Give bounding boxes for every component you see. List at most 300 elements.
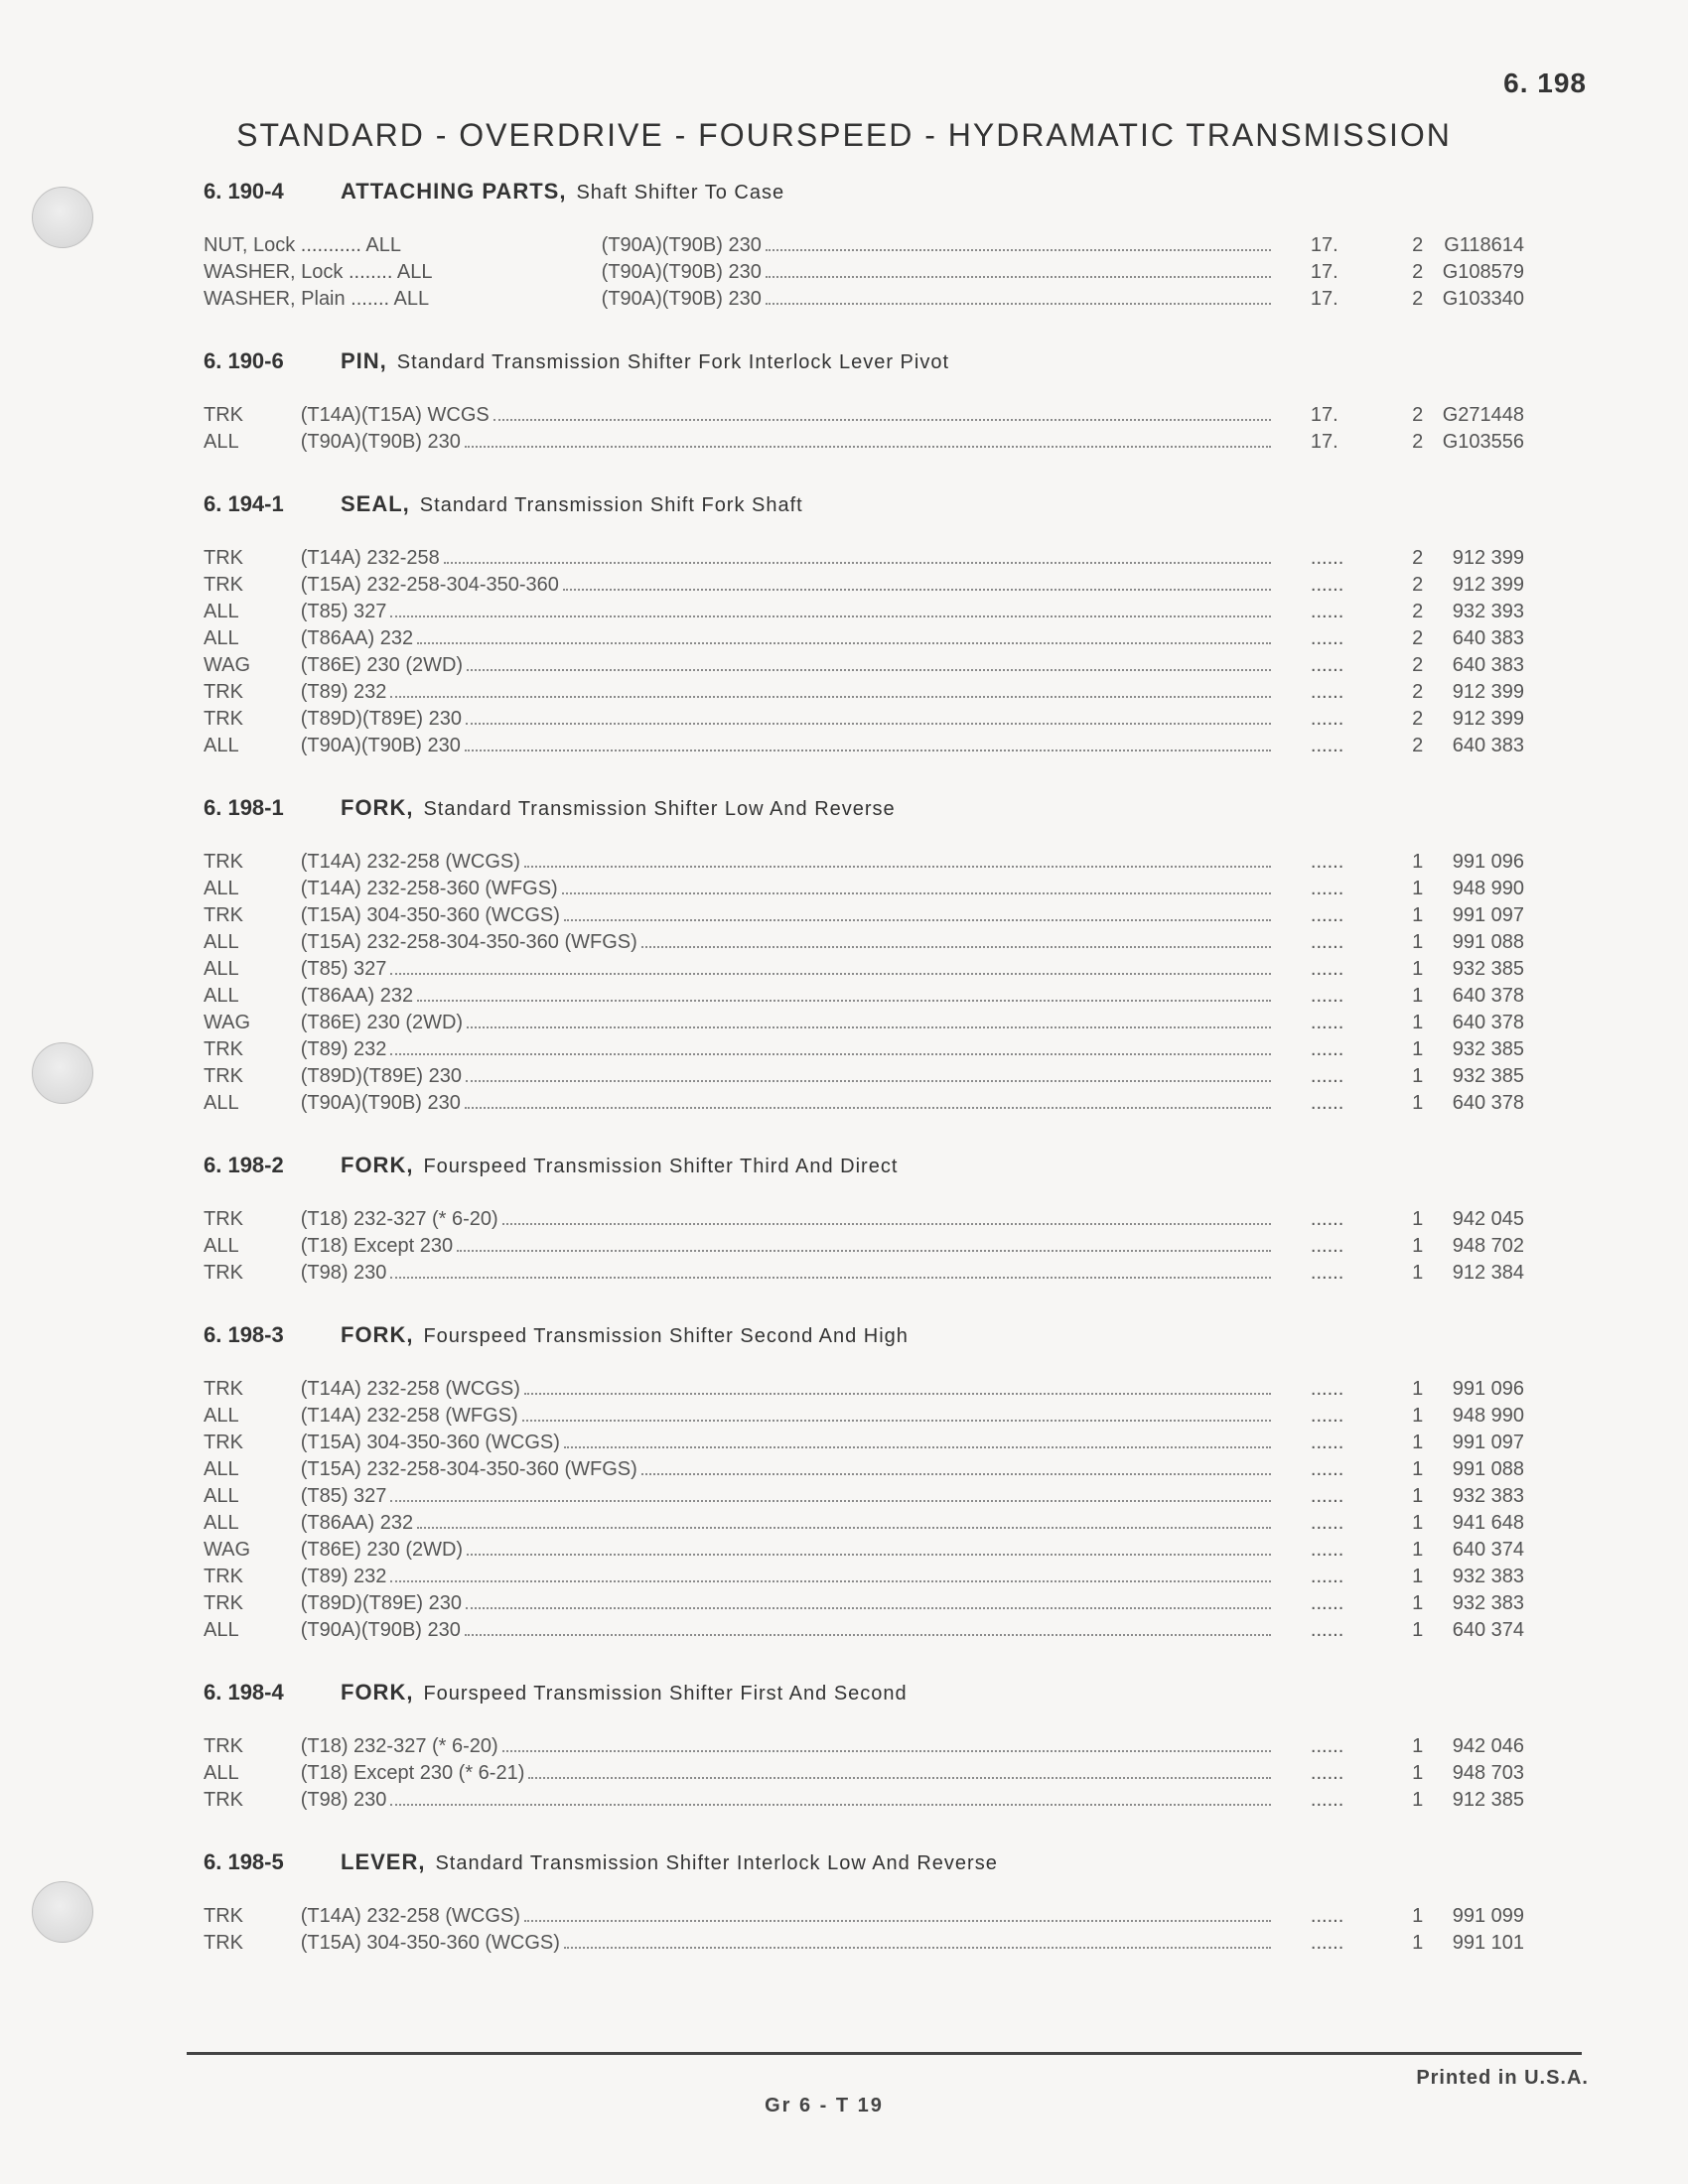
row-quantity: 1 [1412,1432,1424,1453]
row-quantity: 2 [1412,627,1424,649]
part-row [204,1262,1524,1289]
row-description [301,1458,1311,1481]
row-code: TRK [204,574,243,596]
part-row [204,958,1524,985]
row-quantity: 1 [1412,1735,1424,1757]
dot-leader [467,1013,1271,1028]
section-number: 6. 190-6 [204,348,284,373]
row-description-text: (T86AA) 232 [300,1512,414,1534]
part-row [204,1512,1524,1539]
document-title: STANDARD - OVERDRIVE - FOURSPEED - HYDRAMATIC TRANSMISSION [236,117,1452,153]
row-code: ALL [204,1405,239,1427]
row-part-number: 932 385 [1452,1038,1524,1060]
dot-leader [390,1486,1270,1502]
row-description [301,1235,1311,1258]
dot-leader [467,655,1271,671]
row-description [301,708,1311,731]
dot-leader [390,1567,1270,1582]
row-description-text: (T90A)(T90B) 230 [300,1092,461,1114]
row-code: TRK [204,1432,243,1453]
row-description [301,985,1311,1008]
dot-leader [528,1763,1271,1779]
row-code: ALL [204,735,239,756]
part-row [204,431,1524,458]
part-row [204,1208,1524,1235]
section-header [204,1153,1524,1186]
row-code: TRK [204,1065,243,1087]
row-part-number: 991 097 [1452,1432,1524,1453]
row-description-text: (T90A)(T90B) 230 [601,261,762,283]
row-description-text: (T14A) 232-258 [300,547,440,569]
row-description [301,1092,1311,1115]
row-part-number: 640 378 [1452,1092,1524,1114]
dot-leader [641,932,1271,948]
row-quantity: 1 [1412,1038,1424,1060]
row-description [602,261,1311,284]
part-row [204,1432,1524,1458]
section-header [204,179,1524,212]
part-row [204,904,1524,931]
row-part-number: 912 399 [1452,708,1524,730]
section-description: Fourspeed Transmission Shifter First And Second [423,1683,908,1705]
row-reference: ...... [1310,1932,1344,1954]
row-quantity: 1 [1412,1208,1424,1230]
row-description [301,931,1311,954]
dot-leader [524,1906,1271,1922]
row-description [301,601,1311,623]
dot-leader [641,1459,1271,1475]
row-code: TRK [204,1262,243,1284]
row-quantity: 2 [1412,404,1424,426]
row-code: ALL [204,431,239,453]
row-code: ALL [204,878,239,899]
row-reference: ...... [1310,1235,1344,1257]
row-part-number: G103340 [1442,288,1524,310]
section-description: Fourspeed Transmission Shifter Second And High [423,1325,909,1347]
part-row [204,1458,1524,1485]
row-part-number: 991 088 [1452,1458,1524,1480]
parts-section [204,1680,1524,1816]
row-part-number: G103556 [1442,431,1524,453]
row-quantity: 1 [1412,1378,1424,1400]
dot-leader [466,1066,1271,1082]
row-description-text: (T86E) 230 (2WD) [300,1012,464,1033]
row-code: TRK [204,851,243,873]
part-row [204,1038,1524,1065]
part-row [204,1735,1524,1762]
section-number: 6. 198-3 [204,1322,284,1347]
row-description [301,431,1311,454]
row-quantity: 2 [1412,234,1424,256]
dot-leader [467,1540,1271,1556]
part-row [204,1905,1524,1932]
row-quantity: 1 [1412,1512,1424,1534]
row-quantity: 1 [1412,1592,1424,1614]
row-code: WAG [204,654,251,676]
row-code: TRK [204,1566,243,1587]
part-row [204,878,1524,904]
row-reference: ...... [1310,985,1344,1007]
dot-leader [502,1736,1271,1752]
part-row [204,1378,1524,1405]
part-row [204,574,1524,601]
row-reference: 17. [1310,431,1338,453]
row-description [301,1378,1311,1401]
part-row [204,1789,1524,1816]
row-part-number: 991 096 [1452,851,1524,873]
row-code: ALL [204,1485,239,1507]
dot-leader [390,1263,1270,1279]
part-row [204,1592,1524,1619]
section-header [204,1680,1524,1713]
row-description-text: (T15A) 232-258-304-350-360 (WFGS) [300,931,637,953]
row-quantity: 1 [1412,1065,1424,1087]
part-row [204,1485,1524,1512]
row-description-text: (T90A)(T90B) 230 [601,234,762,256]
dot-leader [465,1620,1271,1636]
row-reference: ...... [1310,1378,1344,1400]
part-row [204,1932,1524,1959]
row-part-number: 640 378 [1452,1012,1524,1033]
section-header [204,795,1524,829]
row-description-text: (T98) 230 [300,1789,387,1811]
parts-section [204,795,1524,1119]
row-description-text: (T89) 232 [300,681,387,703]
row-code: ALL [204,1235,239,1257]
part-row [204,1619,1524,1646]
row-description [301,1932,1311,1955]
row-description [301,1065,1311,1088]
part-row [204,234,1524,261]
row-code: ALL [204,1619,239,1641]
dot-leader [563,575,1271,591]
row-description-text: (T14A) 232-258-360 (WFGS) [300,878,558,899]
dot-leader [465,432,1271,448]
row-description-text: (T18) Except 230 (* 6-21) [300,1762,525,1784]
row-description [301,735,1311,757]
row-code: ALL [204,1512,239,1534]
row-code: WASHER, Plain ....... ALL [204,288,430,310]
row-quantity: 1 [1412,1619,1424,1641]
row-description-text: (T86E) 230 (2WD) [300,654,464,676]
row-part-number: 991 088 [1452,931,1524,953]
row-reference: ...... [1310,1432,1344,1453]
row-description [301,627,1311,650]
group-reference: Gr 6 - T 19 [765,2095,884,2116]
row-part-number: G108579 [1442,261,1524,283]
printed-note: Printed in U.S.A. [1416,2067,1589,2089]
row-description-text: (T89D)(T89E) 230 [300,1592,462,1614]
binder-hole [32,187,93,248]
row-code: ALL [204,1092,239,1114]
row-reference: ...... [1310,681,1344,703]
row-code: ALL [204,931,239,953]
row-description-text: (T18) 232-327 (* 6-20) [300,1208,498,1230]
section-header [204,491,1524,525]
part-row [204,985,1524,1012]
dot-leader [457,1236,1271,1252]
dot-leader [465,736,1271,751]
row-quantity: 2 [1412,547,1424,569]
row-quantity: 2 [1412,681,1424,703]
row-code: TRK [204,1932,243,1954]
parts-section [204,1153,1524,1289]
row-description [301,1539,1311,1562]
row-quantity: 1 [1412,1932,1424,1954]
row-code: TRK [204,1038,243,1060]
row-description-text: (T14A) 232-258 (WCGS) [300,1905,520,1927]
row-code: TRK [204,1208,243,1230]
row-reference: ...... [1310,1012,1344,1033]
row-code: ALL [204,627,239,649]
row-description-text: (T86E) 230 (2WD) [300,1539,464,1561]
section-number: 6. 198-2 [204,1153,284,1177]
row-part-number: 932 383 [1452,1566,1524,1587]
row-part-number: 932 383 [1452,1485,1524,1507]
row-quantity: 1 [1412,931,1424,953]
row-quantity: 1 [1412,851,1424,873]
row-reference: ...... [1310,931,1344,953]
row-description-text: (T90A)(T90B) 230 [601,288,762,310]
part-row [204,1762,1524,1789]
row-quantity: 2 [1412,708,1424,730]
part-row [204,1065,1524,1092]
section-number: 6. 190-4 [204,179,284,204]
row-code: TRK [204,547,243,569]
binder-hole [32,1881,93,1943]
section-header [204,1322,1524,1356]
row-description-text: (T15A) 304-350-360 (WCGS) [300,904,560,926]
row-code: ALL [204,985,239,1007]
row-description [301,1485,1311,1508]
row-description-text: (T14A)(T15A) WCGS [300,404,490,426]
row-quantity: 1 [1412,1566,1424,1587]
part-row [204,288,1524,315]
dot-leader [522,1406,1271,1422]
row-reference: ...... [1310,1789,1344,1811]
row-code: TRK [204,904,243,926]
row-quantity: 1 [1412,1485,1424,1507]
row-description [301,958,1311,981]
row-reference: ...... [1310,627,1344,649]
row-reference: ...... [1310,851,1344,873]
row-description [301,574,1311,597]
dot-leader [417,628,1271,644]
part-row [204,1539,1524,1566]
row-part-number: G118614 [1444,234,1524,256]
row-reference: ...... [1310,1539,1344,1561]
part-row [204,851,1524,878]
row-part-number: 942 046 [1452,1735,1524,1757]
dot-leader [466,1593,1271,1609]
section-number: 6. 198-5 [204,1849,284,1874]
part-row [204,735,1524,761]
footer-rule [187,2052,1582,2055]
row-quantity: 1 [1412,1235,1424,1257]
row-part-number: 942 045 [1452,1208,1524,1230]
part-row [204,601,1524,627]
parts-section [204,491,1524,761]
row-code: TRK [204,1735,243,1757]
binder-hole [32,1042,93,1104]
row-description-text: (T14A) 232-258 (WCGS) [300,1378,520,1400]
section-part-name: FORK, [341,1680,414,1705]
row-description-text: (T18) 232-327 (* 6-20) [300,1735,498,1757]
row-code: WAG [204,1012,251,1033]
parts-section [204,1322,1524,1646]
row-code: TRK [204,1378,243,1400]
row-quantity: 1 [1412,904,1424,926]
row-part-number: 948 990 [1452,878,1524,899]
row-reference: ...... [1310,1566,1344,1587]
dot-leader [417,986,1271,1002]
row-description [301,1592,1311,1615]
row-code: WAG [204,1539,251,1561]
part-row [204,654,1524,681]
row-description [301,1619,1311,1642]
row-quantity: 1 [1412,1405,1424,1427]
page-number: 6. 198 [1503,68,1587,98]
row-part-number: 991 099 [1452,1905,1524,1927]
row-description-text: (T90A)(T90B) 230 [300,1619,461,1641]
row-reference: ...... [1310,574,1344,596]
section-part-name: FORK, [341,795,414,820]
dot-leader [524,1379,1271,1395]
row-reference: ...... [1310,1512,1344,1534]
dot-leader [444,548,1271,564]
section-description: Shaft Shifter To Case [576,182,785,204]
row-description-text: (T90A)(T90B) 230 [300,735,461,756]
dot-leader [390,1039,1270,1055]
row-part-number: 948 703 [1452,1762,1524,1784]
section-header [204,348,1524,382]
row-reference: ...... [1310,1619,1344,1641]
row-reference: ...... [1310,654,1344,676]
row-part-number: 640 383 [1452,654,1524,676]
parts-list [204,179,1524,1992]
row-code: ALL [204,1762,239,1784]
row-description-text: (T90A)(T90B) 230 [300,431,461,453]
section-description: Standard Transmission Shifter Fork Interlock Lever Pivot [396,351,950,373]
row-description [301,1405,1311,1428]
row-quantity: 2 [1412,261,1424,283]
section-header [204,1849,1524,1883]
dot-leader [390,682,1270,698]
row-quantity: 1 [1412,1458,1424,1480]
dot-leader [766,262,1271,278]
row-description [301,1038,1311,1061]
row-description [301,1789,1311,1812]
row-part-number: 640 374 [1452,1619,1524,1641]
row-description [301,851,1311,874]
row-reference: ...... [1310,1905,1344,1927]
part-row [204,1235,1524,1262]
row-quantity: 1 [1412,878,1424,899]
row-reference: ...... [1310,904,1344,926]
row-code: ALL [204,601,239,622]
row-part-number: 912 385 [1452,1789,1524,1811]
section-number: 6. 198-1 [204,795,284,820]
section-part-name: FORK, [341,1153,414,1177]
row-part-number: 932 393 [1452,601,1524,622]
section-number: 6. 198-4 [204,1680,284,1705]
row-description-text: (T85) 327 [300,958,387,980]
row-description-text: (T14A) 232-258 (WFGS) [300,1405,518,1427]
row-part-number: G271448 [1442,404,1524,426]
part-row [204,1566,1524,1592]
row-quantity: 1 [1412,1762,1424,1784]
dot-leader [564,905,1271,921]
row-part-number: 932 385 [1452,1065,1524,1087]
row-description-text: (T18) Except 230 [300,1235,454,1257]
row-quantity: 1 [1412,1092,1424,1114]
row-description-text: (T85) 327 [300,1485,387,1507]
row-code: NUT, Lock ........... ALL [204,234,401,256]
row-quantity: 2 [1412,654,1424,676]
row-part-number: 640 383 [1452,735,1524,756]
section-description: Standard Transmission Shift Fork Shaft [419,494,803,516]
row-quantity: 1 [1412,958,1424,980]
section-part-name: ATTACHING PARTS, [341,179,567,204]
row-reference: 17. [1310,234,1338,256]
section-part-name: FORK, [341,1322,414,1347]
row-description [602,288,1311,311]
row-description-text: (T15A) 304-350-360 (WCGS) [300,1932,560,1954]
row-description-text: (T15A) 232-258-304-350-360 (WFGS) [300,1458,637,1480]
row-code: TRK [204,404,243,426]
row-part-number: 932 385 [1452,958,1524,980]
row-reference: ...... [1310,1038,1344,1060]
row-description-text: (T89D)(T89E) 230 [300,708,462,730]
section-description: Standard Transmission Shifter Interlock Low And Reverse [435,1852,998,1874]
row-reference: ...... [1310,1458,1344,1480]
row-reference: ...... [1310,1262,1344,1284]
row-reference: ...... [1310,1592,1344,1614]
row-description [301,1566,1311,1588]
row-reference: ...... [1310,735,1344,756]
section-description: Fourspeed Transmission Shifter Third And Direct [423,1156,899,1177]
row-part-number: 932 383 [1452,1592,1524,1614]
row-description [301,1432,1311,1454]
dot-leader [562,879,1271,894]
row-reference: ...... [1310,1485,1344,1507]
parts-section [204,179,1524,315]
row-description [301,1012,1311,1034]
row-part-number: 948 702 [1452,1235,1524,1257]
dot-leader [390,1790,1270,1806]
row-description [301,904,1311,927]
row-code: WASHER, Lock ........ ALL [204,261,433,283]
row-reference: ...... [1310,1405,1344,1427]
parts-section [204,348,1524,458]
dot-leader [766,289,1271,305]
row-part-number: 640 378 [1452,985,1524,1007]
row-description [301,878,1311,900]
row-quantity: 1 [1412,1905,1424,1927]
row-description [301,1762,1311,1785]
row-description-text: (T89D)(T89E) 230 [300,1065,462,1087]
row-code: TRK [204,1789,243,1811]
row-quantity: 2 [1412,735,1424,756]
row-quantity: 2 [1412,574,1424,596]
part-row [204,547,1524,574]
row-reference: ...... [1310,547,1344,569]
row-part-number: 912 384 [1452,1262,1524,1284]
row-code: ALL [204,1458,239,1480]
row-description-text: (T85) 327 [300,601,387,622]
row-reference: ...... [1310,958,1344,980]
row-description-text: (T98) 230 [300,1262,387,1284]
